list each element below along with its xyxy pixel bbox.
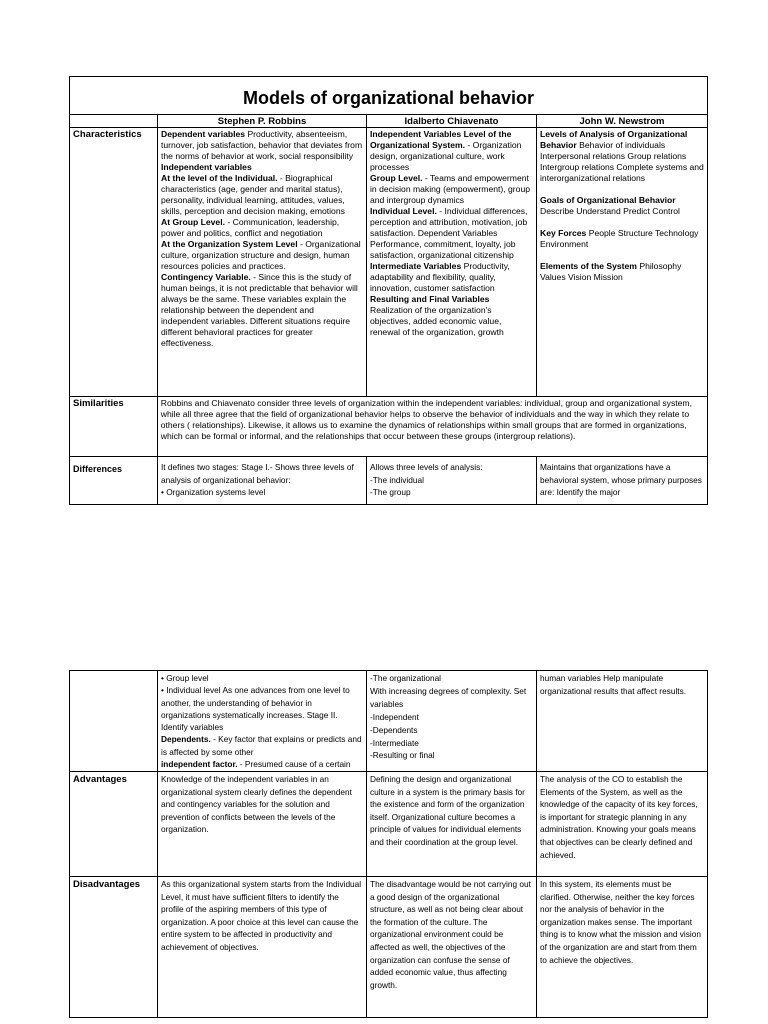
row-label-disadvantages: Disadvantages bbox=[70, 877, 158, 1017]
differences-continued-row bbox=[70, 671, 707, 772]
disadvantages-newstrom-cell: In this system, its elements must be clarified. Otherwise, neither the key forces nor the analysis of behavior in the organization makes sense. The important thing is to know what the mission and vision of the organization are and start from them to achieve the objectives. bbox=[540, 879, 701, 965]
differences-cont-newstrom-cell: human variables Help manipulate organizational results that affect results. bbox=[540, 673, 687, 696]
newstrom-item: Key Forces People Structure Technology Environment bbox=[540, 228, 699, 249]
table-part-1 bbox=[69, 76, 708, 505]
header-empty-cell bbox=[70, 115, 158, 127]
differences-row bbox=[70, 457, 707, 504]
document-title: Models of organizational behavior bbox=[70, 77, 707, 115]
disadvantages-row bbox=[70, 877, 707, 1017]
robbins-item: Contingency Variable. - Since this is the study of human beings, it is not predictable that behavior will always be the same. These variables explain the relationship between the dependent and independent variables. Different situations require different behavioral practices for greater effectiveness. bbox=[161, 272, 358, 348]
advantages-chiavenato-cell: Defining the design and organizational culture in a system is the primary basis for the existence and form of the organization itself. Organizational culture becomes a principle of values for individual elements and their coordination at the group level. bbox=[367, 772, 537, 876]
characteristics-robbins-cell bbox=[158, 128, 367, 396]
newstrom-item: Goals of Organizational Behavior Describe Understand Predict Control bbox=[540, 195, 680, 216]
characteristics-row bbox=[70, 128, 707, 397]
table-part-2 bbox=[69, 670, 708, 1018]
robbins-item: Independent variables bbox=[161, 162, 252, 172]
advantages-newstrom-cell: The analysis of the CO to establish the Elements of the System, as well as the knowledge of the capacity of its key forces, is important for strategic planning in any administration. Knowing your goals means that objectives can be clearly defined and achieved. bbox=[540, 774, 698, 860]
header-row bbox=[70, 115, 707, 128]
row-label-advantages: Advantages bbox=[70, 772, 158, 876]
differences-newstrom-cell: Maintains that organizations have a behavioral system, whose primary purposes are: Identify the major bbox=[540, 462, 702, 498]
chiavenato-item: Independent Variables Level of the Organizational System. - Organization design, organizational culture, work processes bbox=[370, 129, 522, 172]
characteristics-newstrom-cell bbox=[537, 128, 707, 396]
differences-cont-chiavenato-cell: -The organizational With increasing degrees of complexity. Set variables -Independent -Dependents -Intermediate -Resulting or final bbox=[367, 671, 537, 771]
robbins-item: Dependent variables Productivity, absenteeism, turnover, job satisfaction, behavior that deviates from the norms of behavior at work, social responsibility bbox=[161, 129, 363, 161]
newstrom-item: Elements of the System Philosophy Values Vision Mission bbox=[540, 261, 682, 282]
header-chiavenato: Idalberto Chiavenato bbox=[367, 115, 537, 127]
empty-label-cell bbox=[70, 671, 158, 771]
differences-robbins-cell: It defines two stages: Stage I.- Shows three levels of analysis of organizational behavior: • Organization systems level bbox=[158, 457, 367, 504]
newstrom-item: Levels of Analysis of Organizational Behavior Behavior of individuals Interpersonal relations Group relations Intergroup relations Complete systems and interorganizational relations bbox=[540, 129, 704, 183]
row-label-differences: Differences bbox=[70, 457, 158, 504]
differences-chiavenato-cell: Allows three levels of analysis: -The individual -The group bbox=[367, 457, 537, 504]
chiavenato-item: Intermediate Variables Productivity, adaptability and flexibility, quality, innovation, customer satisfaction bbox=[370, 261, 510, 293]
similarities-text: Robbins and Chiavenato consider three levels of organization within the independent variables: individual, group and organizational system, while all three agree that the field of organizational behavior helps to observe the behavior of individuals and the way in which they relate to others ( relationships). Likewise, it allows us to examine the dynamics of relationships within small groups that are formed in organizations, which can be formal or informal, and the relationships that occur between these groups (intergroup relations). bbox=[160, 398, 692, 441]
chiavenato-item: Individual Level. - Individual differences, perception and attribution, motivation, job satisfaction. Dependent Variables Performance, commitment, loyalty, job satisfaction, organizational citizenship bbox=[370, 206, 528, 260]
differences-cont-robbins-cell: • Group level • Individual level As one advances from one level to another, the understanding of behavior in organizations systematically increases. Stage II. Identify variables Dependents. - Key factor that explains or predicts and is affected by some other independent factor. - Presumed cause of a certain bbox=[158, 671, 367, 771]
row-label-characteristics: Characteristics bbox=[70, 128, 158, 396]
chiavenato-item: Group Level. - Teams and empowerment in decision making (empowerment), group and intergroup dynamics bbox=[370, 173, 531, 205]
robbins-item: At Group Level. - Communication, leadership, power and politics, conflict and negotiation bbox=[161, 217, 340, 238]
header-robbins: Stephen P. Robbins bbox=[158, 115, 367, 127]
advantages-robbins-cell: Knowledge of the independent variables in an organizational system clearly defines the dependent and contingency variables for the solution and prevention of conflicts between the levels of the organization. bbox=[158, 772, 367, 876]
similarities-row bbox=[70, 397, 707, 457]
disadvantages-robbins-cell: As this organizational system starts from the Individual Level, it must have sufficient filters to identify the profile of the aspiring members of this type of organization. A poor choice at this level can cause the entire system to be affected in productivity and achievement of objectives. bbox=[158, 877, 367, 1017]
header-newstrom: John W. Newstrom bbox=[579, 116, 665, 127]
robbins-item: At the Organization System Level - Organizational culture, organization structure and design, human resources policies and practices. bbox=[161, 239, 361, 271]
advantages-row bbox=[70, 772, 707, 877]
disadvantages-chiavenato-cell: The disadvantage would be not carrying out a good design of the organizational structure, as well as not being clear about the formation of the culture. The organizational environment could be affected as well, the objectives of the organization can confuse the sense of added economic value, thus affecting growth. bbox=[367, 877, 537, 1017]
characteristics-chiavenato-cell bbox=[367, 128, 537, 396]
chiavenato-item: Resulting and Final Variables Realization of the organization's objectives, added economic value, renewal of the organization, growth bbox=[370, 294, 504, 337]
row-label-similarities: Similarities bbox=[70, 397, 158, 456]
robbins-item: At the level of the Individual. - Biographical characteristics (age, gender and marital status), personality, individual learning, attitudes, values, skills, perception and decision making, emotions bbox=[161, 173, 345, 216]
